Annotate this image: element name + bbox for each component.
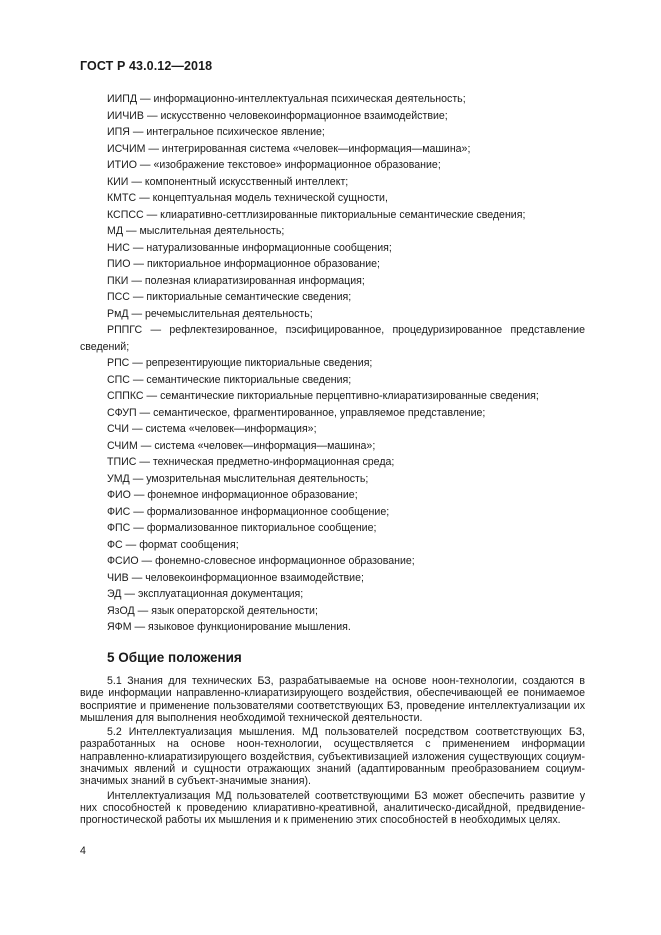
abbreviation-dash: —	[137, 604, 149, 617]
abbreviation-dash: —	[133, 258, 145, 270]
abbreviation-dash: —	[139, 456, 150, 468]
abbreviation-term: СЧИ	[107, 423, 129, 435]
abbreviation-item	[80, 141, 585, 158]
abbreviation-term: СПС	[107, 373, 130, 386]
abbreviation-definition: фонемное информационное образование;	[147, 489, 358, 501]
abbreviation-term: РППГС	[107, 324, 143, 336]
abbreviation-term: ИТИО	[107, 159, 137, 171]
abbreviation-definition: пикториальное информационное образование;	[146, 258, 380, 270]
abbreviation-definition: умозрительная мыслительная деятельность;	[146, 472, 369, 485]
abbreviation-term: УМД	[107, 472, 130, 485]
abbreviation-definition: эксплуатационная документация;	[137, 588, 304, 600]
abbreviation-dash: —	[133, 522, 144, 534]
abbreviation-item	[80, 537, 585, 554]
abbreviation-dash: —	[131, 423, 143, 435]
abbreviation-dash: —	[131, 571, 143, 584]
abbreviation-definition: искусственно человекоинформационное взаимодействие;	[160, 109, 448, 122]
abbreviation-definition: компонентный искусственный интеллект;	[144, 175, 349, 188]
abbreviation-dash: —	[139, 406, 151, 419]
abbreviation-dash: —	[133, 505, 144, 518]
abbreviation-term: ЯФМ	[107, 621, 132, 633]
abbreviation-item	[80, 207, 585, 224]
abbreviation-dash: —	[132, 373, 144, 386]
abbreviation-item	[80, 174, 585, 191]
abbreviation-item	[80, 438, 585, 455]
abbreviation-term: ФСИО	[107, 555, 139, 567]
abbreviation-term: ПКИ	[107, 274, 129, 287]
abbreviation-item	[80, 487, 585, 504]
abbreviation-item	[80, 108, 585, 125]
abbreviation-term: ИПЯ	[107, 126, 130, 138]
abbreviation-term: ФС	[107, 538, 123, 551]
abbreviation-dash: —	[141, 555, 153, 567]
abbreviation-item	[80, 520, 585, 537]
abbreviation-item	[80, 273, 585, 290]
document-header: ГОСТ Р 43.0.12—2018	[80, 59, 213, 73]
abbreviation-item	[80, 240, 585, 257]
abbreviation-item	[80, 570, 585, 587]
abbreviation-item	[80, 619, 585, 636]
abbreviation-dash: —	[131, 274, 142, 287]
abbreviation-term: СЧИМ	[107, 439, 138, 452]
abbreviation-term: МД	[107, 225, 123, 237]
abbreviation-definition: пикториальные семантические сведения;	[146, 291, 352, 303]
abbreviation-definition: клиаративно-сеттлизированные пикториальные семантические сведения;	[160, 208, 526, 221]
abbreviation-dash: —	[140, 439, 152, 452]
abbreviation-item	[80, 322, 585, 355]
abbreviation-item	[80, 223, 585, 240]
abbreviation-item	[80, 586, 585, 603]
abbreviation-item	[80, 157, 585, 174]
abbreviation-dash: —	[139, 159, 151, 171]
paragraph-5-1: 5.1 Знания для технических БЗ, разрабатываемые на основе ноон-технологии, создаются в виде информации направленно-клиаратизирующего воздействия, обеспечивающей ее понимаемое восприятие и применение пользователями соответствующих БЗ, проведение интеллектуализации их мышления для выполнения необходимой технической деятельности.	[80, 675, 585, 724]
abbreviation-term: ИИЧИВ	[107, 109, 144, 122]
abbreviation-dash: —	[124, 588, 135, 600]
abbreviation-dash: —	[146, 109, 158, 122]
abbreviation-definition: «изображение текстовое» информационное образование;	[153, 159, 441, 171]
abbreviation-dash: —	[133, 489, 145, 501]
abbreviation-item	[80, 405, 585, 422]
abbreviation-term: ФПС	[107, 522, 131, 534]
abbreviation-dash: —	[146, 390, 158, 402]
paragraph-5-2-continued: Интеллектуализация МД пользователей соответствующими БЗ может обеспечить развитие у них способностей к проведению клиаративно-креативной, аналитическо-дисайдной, предвидение-прогностической работы их мышления и к применению этих способностей в необходимых целях.	[80, 789, 585, 827]
abbreviation-definition: языковое функционирование мышления.	[148, 621, 351, 633]
abbreviation-definition: рефлектезированное, пэсифицированное, процедуризированное представление сведений;	[80, 324, 585, 353]
abbreviation-term: КИИ	[107, 175, 129, 188]
abbreviation-term: ИИПД	[107, 93, 138, 105]
abbreviation-item	[80, 306, 585, 323]
abbreviation-dash: —	[139, 93, 151, 105]
abbreviation-item	[80, 454, 585, 471]
abbreviation-definition: полезная клиаратизированная информация;	[144, 274, 365, 287]
abbreviation-term: ЧИВ	[107, 571, 129, 584]
abbreviation-definition: интегральное психическое явление;	[146, 126, 325, 138]
abbreviation-term: РмД	[107, 307, 129, 320]
abbreviation-term: ЭД	[107, 588, 122, 600]
abbreviation-definition: репрезентирующие пикториальные сведения;	[145, 357, 373, 369]
abbreviation-definition: человекоинформационное взаимодействие;	[145, 571, 364, 584]
abbreviation-dash: —	[146, 208, 158, 221]
abbreviation-definition: язык операторской деятельности;	[151, 604, 318, 617]
abbreviation-definition: формат сообщения;	[139, 538, 239, 551]
section-title: 5 Общие положения	[107, 650, 242, 665]
abbreviation-dash: —	[132, 126, 144, 138]
abbreviation-dash: —	[134, 621, 146, 633]
abbreviation-dash: —	[125, 225, 137, 237]
abbreviation-item	[80, 471, 585, 488]
abbreviation-item	[80, 91, 585, 108]
abbreviation-term: СФУП	[107, 406, 137, 419]
abbreviation-dash: —	[131, 175, 142, 188]
abbreviation-term: НИС	[107, 241, 130, 254]
abbreviation-definition: натурализованные информационные сообщения;	[146, 241, 392, 254]
abbreviation-definition: семантические пикториальные перцептивно-клиаратизированные сведения;	[160, 390, 539, 402]
abbreviation-term: КСПСС	[107, 208, 144, 221]
abbreviation-definition: мыслительная деятельность;	[139, 225, 285, 237]
abbreviation-dash: —	[132, 357, 143, 369]
abbreviation-item	[80, 372, 585, 389]
abbreviation-term: ИСЧИМ	[107, 142, 146, 155]
abbreviation-item	[80, 190, 585, 207]
page-number: 4	[80, 845, 86, 857]
abbreviation-definition: формализованное пикториальное сообщение;	[146, 522, 377, 534]
abbreviation-item	[80, 603, 585, 620]
abbreviation-dash: —	[139, 192, 150, 204]
abbreviation-item	[80, 124, 585, 141]
abbreviation-dash: —	[131, 307, 143, 320]
abbreviation-definition: информационно-интеллектуальная психическая деятельность;	[153, 93, 466, 105]
section-5	[80, 650, 585, 829]
abbreviation-definition: речемыслительная деятельность;	[145, 307, 313, 320]
abbreviation-definition: формализованное информационное сообщение;	[146, 505, 390, 518]
abbreviation-dash: —	[150, 324, 162, 336]
paragraph-5-2: 5.2 Интеллектуализация мышления. МД пользователей посредством соответствующих БЗ, разработанных на основе ноон-технологии, осуществляется с применением информации направленно-клиаратизирующего воздействия, субъективизацией изложения существующих социум-значимых явлений и сущности отражающих знаний (адаптированным преобразованием социум-значимых знаний в субъект-значимые знания).	[80, 726, 585, 788]
abbreviation-term: ТПИС	[107, 456, 137, 468]
abbreviation-definition: система «человек—информация—машина»;	[154, 439, 376, 452]
abbreviation-definition: семантическое, фрагментированное, управляемое представление;	[153, 406, 486, 419]
abbreviation-item	[80, 388, 585, 405]
abbreviation-item	[80, 355, 585, 372]
abbreviation-definition: семантические пикториальные сведения;	[146, 373, 352, 386]
abbreviation-term: ЯзОД	[107, 604, 135, 617]
abbreviation-dash: —	[125, 538, 137, 551]
abbreviation-dash: —	[132, 291, 144, 303]
abbreviation-definition: система «человек—информация»;	[145, 423, 317, 435]
abbreviation-dash: —	[148, 142, 159, 155]
abbreviation-item	[80, 256, 585, 273]
abbreviation-term: РПС	[107, 357, 130, 369]
abbreviations-list	[80, 91, 585, 636]
abbreviation-term: ПИО	[107, 258, 131, 270]
abbreviation-term: ФИС	[107, 505, 131, 518]
abbreviation-term: ФИО	[107, 489, 131, 501]
abbreviation-definition: интегрированная система «человек—информация—машина»;	[161, 142, 471, 155]
abbreviation-item	[80, 504, 585, 521]
abbreviation-item	[80, 421, 585, 438]
abbreviation-term: КМТС	[107, 192, 137, 204]
abbreviation-definition: фонемно-словесное информационное образование;	[155, 555, 415, 567]
abbreviation-term: СППКС	[107, 390, 144, 402]
abbreviation-item	[80, 289, 585, 306]
abbreviation-dash: —	[132, 472, 144, 485]
abbreviation-item	[80, 553, 585, 570]
abbreviation-dash: —	[132, 241, 144, 254]
abbreviation-definition: техническая предметно-информационная среда;	[152, 456, 395, 468]
abbreviation-definition: концептуальная модель технической сущности,	[152, 192, 388, 204]
abbreviation-term: ПСС	[107, 291, 130, 303]
